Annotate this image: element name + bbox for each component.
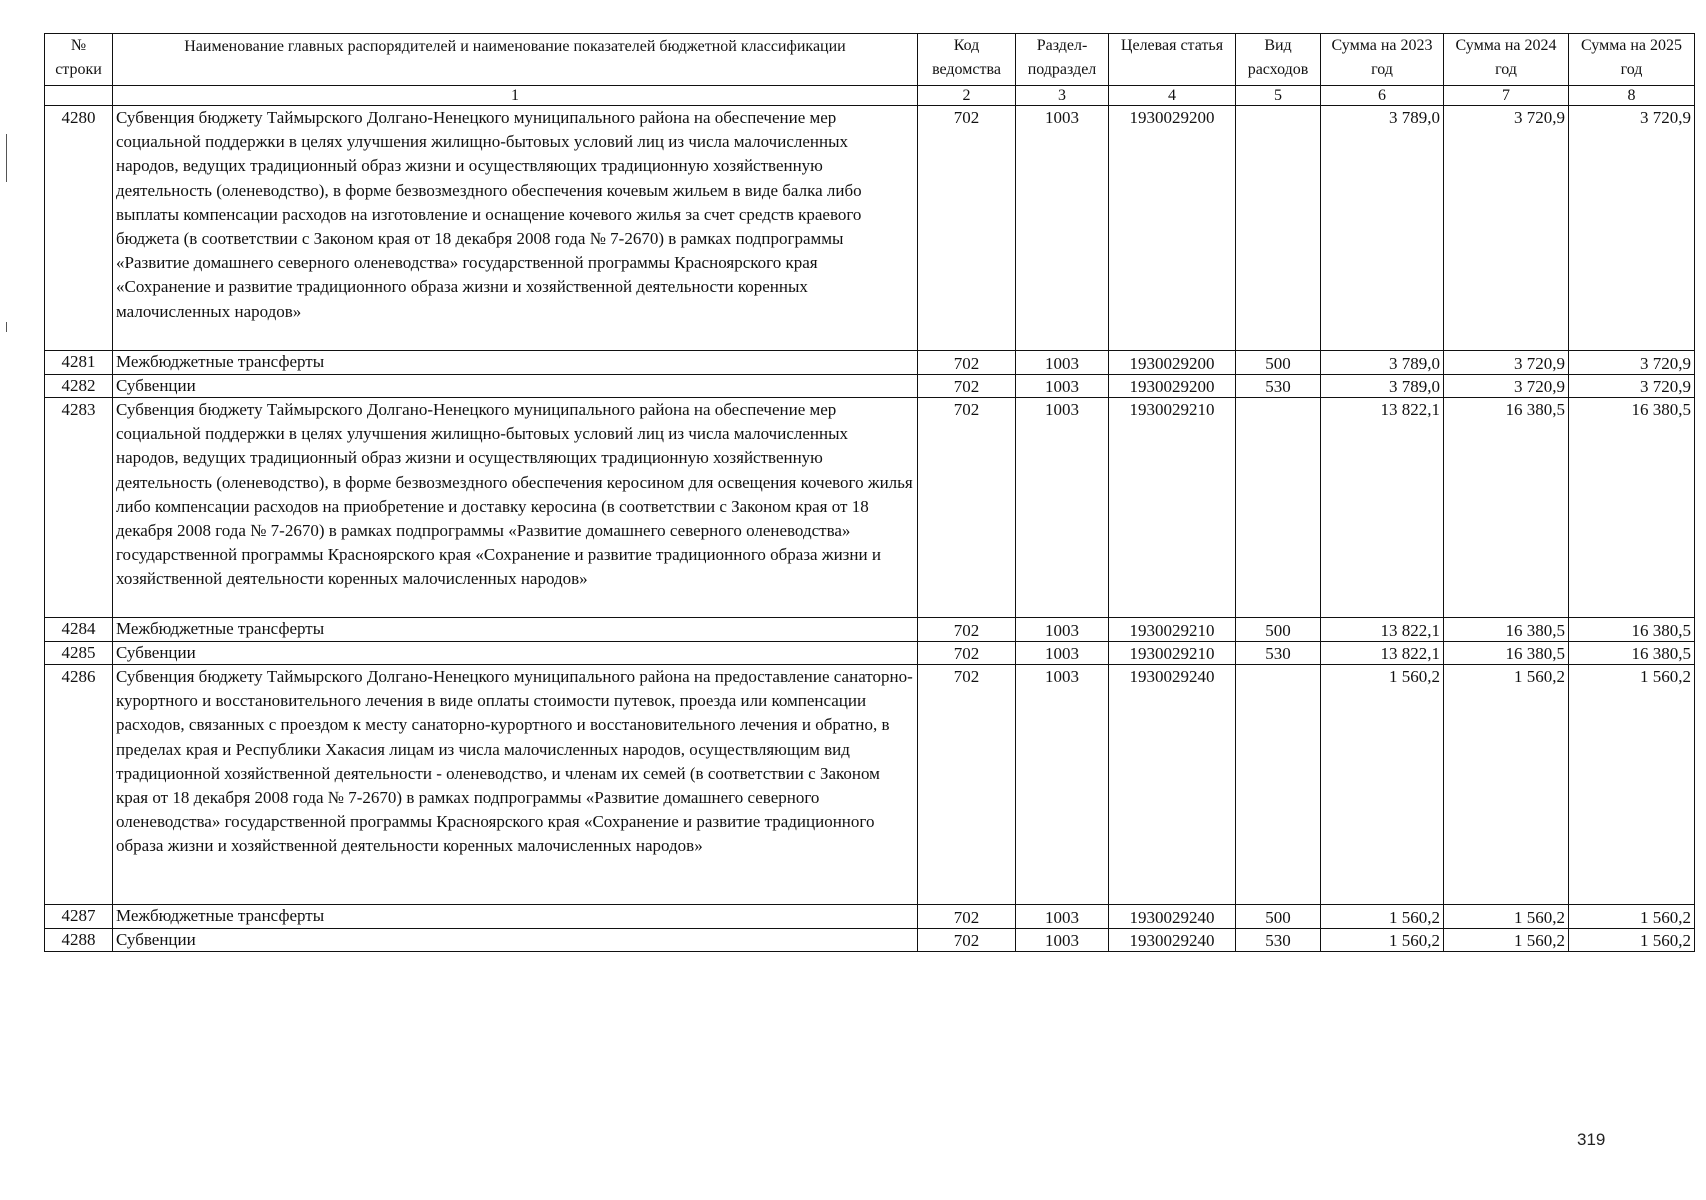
header-section: Раздел-подраздел <box>1016 34 1109 86</box>
margin-mark <box>6 322 7 332</box>
sum-2024-cell: 16 380,5 <box>1444 398 1569 618</box>
section-cell: 1003 <box>1016 642 1109 665</box>
table-row <box>45 398 1695 618</box>
expense-type-cell: 530 <box>1236 642 1321 665</box>
expense-type-cell <box>1236 398 1321 618</box>
target-article-cell: 1930029240 <box>1109 929 1236 952</box>
target-article-cell: 1930029210 <box>1109 398 1236 618</box>
sum-2024-cell: 3 720,9 <box>1444 375 1569 398</box>
column-index: 8 <box>1569 86 1695 106</box>
row-number: 4286 <box>45 665 113 905</box>
target-article-cell: 1930029200 <box>1109 106 1236 351</box>
target-article-cell: 1930029240 <box>1109 905 1236 929</box>
section-cell: 1003 <box>1016 929 1109 952</box>
table-header-row <box>45 34 1695 86</box>
sum-2025-cell: 3 720,9 <box>1569 375 1695 398</box>
section-cell: 1003 <box>1016 375 1109 398</box>
column-index: 5 <box>1236 86 1321 106</box>
sum-2024-cell: 1 560,2 <box>1444 905 1569 929</box>
column-index: 1 <box>113 86 918 106</box>
sum-2025-cell: 1 560,2 <box>1569 665 1695 905</box>
row-number: 4287 <box>45 905 113 929</box>
sum-2023-cell: 13 822,1 <box>1321 618 1444 642</box>
expense-type-cell: 500 <box>1236 351 1321 375</box>
sum-2024-cell: 3 720,9 <box>1444 106 1569 351</box>
sum-2023-cell: 1 560,2 <box>1321 665 1444 905</box>
table-row <box>45 905 1695 929</box>
header-name: Наименование главных распорядителей и наименование показателей бюджетной классификации <box>113 34 918 86</box>
row-number: 4285 <box>45 642 113 665</box>
section-cell: 1003 <box>1016 398 1109 618</box>
section-cell: 1003 <box>1016 618 1109 642</box>
page-number: 319 <box>1577 1130 1606 1149</box>
column-index: 2 <box>918 86 1016 106</box>
target-article-cell: 1930029210 <box>1109 642 1236 665</box>
row-description: Межбюджетные трансферты <box>113 351 918 375</box>
sum-2025-cell: 16 380,5 <box>1569 642 1695 665</box>
budget-table <box>44 33 1695 952</box>
column-index <box>45 86 113 106</box>
row-description: Субвенции <box>113 642 918 665</box>
dept-code-cell: 702 <box>918 375 1016 398</box>
section-cell: 1003 <box>1016 351 1109 375</box>
table-row <box>45 665 1695 905</box>
row-description: Субвенция бюджету Таймырского Долгано-Ненецкого муниципального района на предоставление санаторно-курортного и восстановительного лечения в виде оплаты стоимости путевок, проезда или компенсации расходов, связанных с проездом к месту санаторно-курортного и восстановительного лечения и обратно, в пределах края и Республики Хакасия лицам из числа малочисленных народов, осуществляющим вид традиционной хозяйственной деятельности - оленеводство, и членам их семей (в соответствии с Законом края от 18 декабря 2008 года № 7-2670) в рамках подпрограммы «Развитие домашнего северного оленеводства» государственной программы Красноярского края «Сохранение и развитие традиционного образа жизни и хозяйственной деятельности коренных малочисленных народов» <box>113 665 918 905</box>
row-number: 4283 <box>45 398 113 618</box>
sum-2025-cell: 3 720,9 <box>1569 351 1695 375</box>
sum-2025-cell: 1 560,2 <box>1569 929 1695 952</box>
expense-type-cell: 530 <box>1236 929 1321 952</box>
header-dept-code: Код ведомства <box>918 34 1016 86</box>
row-description: Межбюджетные трансферты <box>113 905 918 929</box>
dept-code-cell: 702 <box>918 665 1016 905</box>
sum-2025-cell: 1 560,2 <box>1569 905 1695 929</box>
header-sum-2024: Сумма на 2024 год <box>1444 34 1569 86</box>
dept-code-cell: 702 <box>918 929 1016 952</box>
expense-type-cell: 530 <box>1236 375 1321 398</box>
column-index-row <box>45 86 1695 106</box>
sum-2023-cell: 1 560,2 <box>1321 905 1444 929</box>
row-number: 4282 <box>45 375 113 398</box>
table-row <box>45 618 1695 642</box>
sum-2024-cell: 1 560,2 <box>1444 665 1569 905</box>
sum-2023-cell: 13 822,1 <box>1321 398 1444 618</box>
sum-2025-cell: 3 720,9 <box>1569 106 1695 351</box>
dept-code-cell: 702 <box>918 905 1016 929</box>
row-number: 4281 <box>45 351 113 375</box>
header-sum-2023: Сумма на 2023 год <box>1321 34 1444 86</box>
section-cell: 1003 <box>1016 106 1109 351</box>
row-description: Межбюджетные трансферты <box>113 618 918 642</box>
expense-type-cell <box>1236 665 1321 905</box>
row-number: 4284 <box>45 618 113 642</box>
dept-code-cell: 702 <box>918 106 1016 351</box>
sum-2023-cell: 3 789,0 <box>1321 375 1444 398</box>
table-row <box>45 375 1695 398</box>
header-target-article: Целевая статья <box>1109 34 1236 86</box>
header-expense-type: Вид расходов <box>1236 34 1321 86</box>
sum-2024-cell: 3 720,9 <box>1444 351 1569 375</box>
target-article-cell: 1930029210 <box>1109 618 1236 642</box>
section-cell: 1003 <box>1016 665 1109 905</box>
row-description: Субвенции <box>113 375 918 398</box>
column-index: 3 <box>1016 86 1109 106</box>
target-article-cell: 1930029200 <box>1109 351 1236 375</box>
column-index: 6 <box>1321 86 1444 106</box>
dept-code-cell: 702 <box>918 642 1016 665</box>
table-row <box>45 642 1695 665</box>
target-article-cell: 1930029200 <box>1109 375 1236 398</box>
row-number: 4280 <box>45 106 113 351</box>
dept-code-cell: 702 <box>918 398 1016 618</box>
column-index: 4 <box>1109 86 1236 106</box>
dept-code-cell: 702 <box>918 351 1016 375</box>
margin-mark <box>6 134 7 182</box>
sum-2025-cell: 16 380,5 <box>1569 618 1695 642</box>
sum-2023-cell: 13 822,1 <box>1321 642 1444 665</box>
table-row <box>45 351 1695 375</box>
sum-2024-cell: 1 560,2 <box>1444 929 1569 952</box>
table-row <box>45 929 1695 952</box>
section-cell: 1003 <box>1016 905 1109 929</box>
sum-2025-cell: 16 380,5 <box>1569 398 1695 618</box>
row-number: 4288 <box>45 929 113 952</box>
column-index: 7 <box>1444 86 1569 106</box>
expense-type-cell: 500 <box>1236 618 1321 642</box>
sum-2023-cell: 1 560,2 <box>1321 929 1444 952</box>
row-description: Субвенция бюджету Таймырского Долгано-Ненецкого муниципального района на обеспечение мер социальной поддержки в целях улучшения жилищно-бытовых условий лиц из числа малочисленных народов, ведущих традиционный образ жизни и осуществляющих традиционную хозяйственную деятельность (оленеводство), в форме безвозмездного обеспечения керосином для освещения кочевого жилья либо компенсации расходов на приобретение и доставку керосина (в соответствии с Законом края от 18 декабря 2008 года № 7-2670) в рамках подпрограммы «Развитие домашнего северного оленеводства» государственной программы Красноярского края «Сохранение и развитие традиционного образа жизни и хозяйственной деятельности коренных малочисленных народов» <box>113 398 918 618</box>
table-row <box>45 106 1695 351</box>
sum-2023-cell: 3 789,0 <box>1321 106 1444 351</box>
dept-code-cell: 702 <box>918 618 1016 642</box>
expense-type-cell <box>1236 106 1321 351</box>
expense-type-cell: 500 <box>1236 905 1321 929</box>
sum-2024-cell: 16 380,5 <box>1444 642 1569 665</box>
sum-2023-cell: 3 789,0 <box>1321 351 1444 375</box>
target-article-cell: 1930029240 <box>1109 665 1236 905</box>
sum-2024-cell: 16 380,5 <box>1444 618 1569 642</box>
row-description: Субвенции <box>113 929 918 952</box>
row-description: Субвенция бюджету Таймырского Долгано-Ненецкого муниципального района на обеспечение мер социальной поддержки в целях улучшения жилищно-бытовых условий лиц из числа малочисленных народов, ведущих традиционный образ жизни и осуществляющих традиционную хозяйственную деятельность (оленеводство), в форме безвозмездного обеспечения кочевым жильем в виде балка либо выплаты компенсации расходов на изготовление и оснащение кочевого жилья за счет средств краевого бюджета (в соответствии с Законом края от 18 декабря 2008 года № 7-2670) в рамках подпрограммы «Развитие домашнего северного оленеводства» государственной программы Красноярского края «Сохранение и развитие традиционного образа жизни и хозяйственной деятельности коренных малочисленных народов» <box>113 106 918 351</box>
header-row-number: № строки <box>45 34 113 86</box>
header-sum-2025: Сумма на 2025 год <box>1569 34 1695 86</box>
